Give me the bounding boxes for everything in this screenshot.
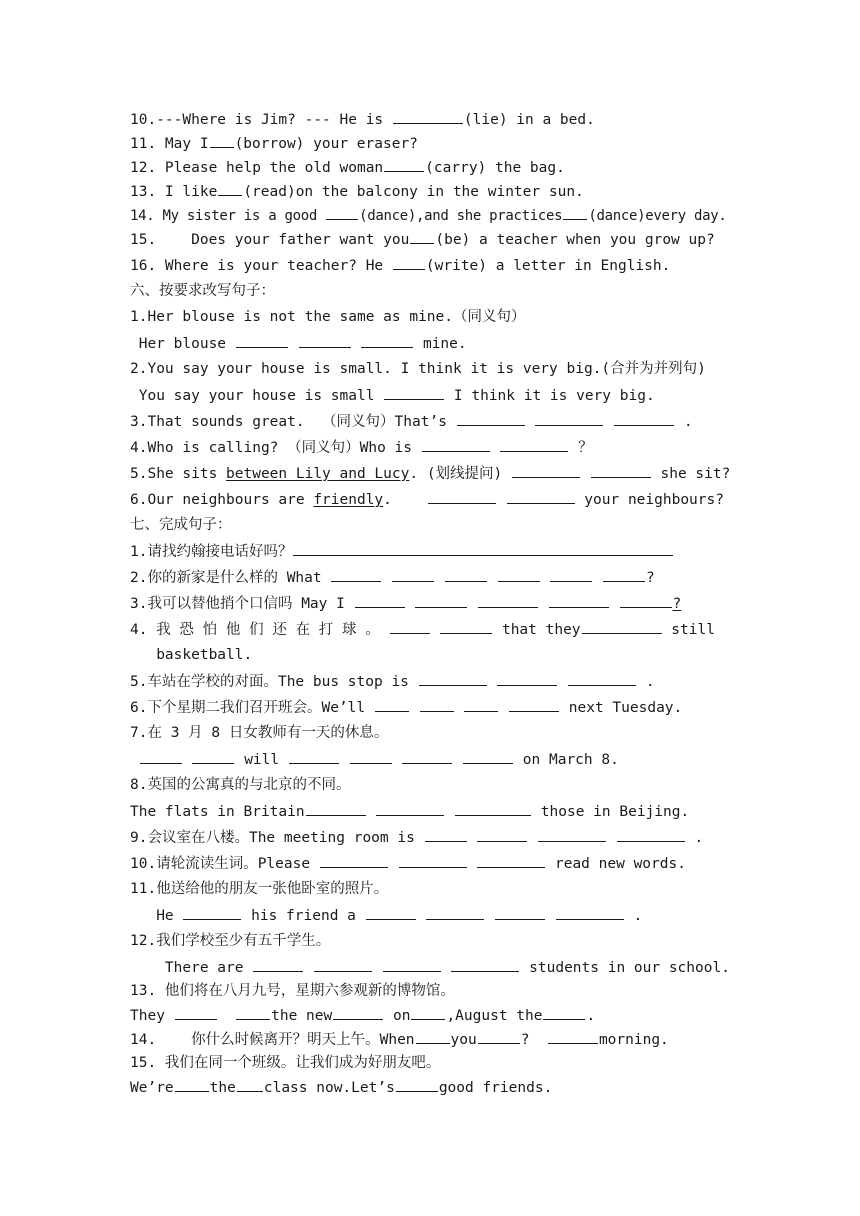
rewrite-2: 2.You say your house is small. I think it is very big.(合并为并列句) <box>130 361 706 377</box>
question-13: 13. I like (read)on the balcony in the winter sun. <box>130 181 860 202</box>
answer-blank[interactable] <box>393 255 425 270</box>
answer-blank[interactable] <box>320 853 388 868</box>
complete-2: 2.你的新家是什么样的 What ? <box>130 567 860 588</box>
answer-blank[interactable] <box>410 229 434 244</box>
answer-blank[interactable] <box>509 697 559 712</box>
answer-blank[interactable] <box>464 697 498 712</box>
answer-blank[interactable] <box>582 619 662 634</box>
answer-blank[interactable] <box>495 905 545 920</box>
complete-12-answer: There are students in our school. <box>130 957 860 978</box>
answer-blank[interactable] <box>399 853 467 868</box>
answer-blank[interactable] <box>478 1029 520 1044</box>
complete-12: 12.我们学校至少有五千学生。 <box>130 933 331 949</box>
question-11: 11. May I (borrow) your eraser? <box>130 133 860 154</box>
answer-blank[interactable] <box>415 593 467 608</box>
answer-blank[interactable] <box>175 1005 217 1020</box>
rewrite-1-answer: Her blouse mine. <box>130 333 860 354</box>
answer-blank[interactable] <box>416 1029 450 1044</box>
answer-blank[interactable] <box>538 827 606 842</box>
answer-blank[interactable] <box>568 671 636 686</box>
complete-6: 6.下个星期二我们召开班会。We’ll next Tuesday. <box>130 697 860 718</box>
answer-blank[interactable] <box>543 1005 585 1020</box>
answer-blank[interactable] <box>402 749 452 764</box>
answer-blank[interactable] <box>384 157 424 172</box>
answer-blank[interactable] <box>477 827 527 842</box>
answer-blank[interactable] <box>478 593 538 608</box>
answer-blank[interactable] <box>293 541 673 556</box>
answer-blank[interactable] <box>314 957 372 972</box>
rewrite-5: 5.She sits between Lily and Lucy. (划线提问) she sit? <box>130 463 860 484</box>
answer-blank[interactable] <box>603 567 645 582</box>
answer-blank[interactable] <box>426 905 484 920</box>
rewrite-2-answer: You say your house is small I think it is very big. <box>130 385 860 406</box>
answer-blank[interactable] <box>326 205 358 220</box>
answer-blank[interactable] <box>507 489 575 504</box>
answer-blank[interactable] <box>550 567 592 582</box>
answer-blank[interactable] <box>350 749 392 764</box>
complete-10: 10.请轮流读生词。Please read new words. <box>130 853 860 874</box>
answer-blank[interactable] <box>331 567 381 582</box>
answer-blank[interactable] <box>497 671 557 686</box>
answer-blank[interactable] <box>390 619 430 634</box>
question-16: 16. Where is your teacher? He (write) a letter in English. <box>130 255 860 276</box>
answer-blank[interactable] <box>422 437 490 452</box>
answer-blank[interactable] <box>192 749 234 764</box>
answer-blank[interactable] <box>392 567 434 582</box>
rewrite-4: 4.Who is calling? （同义句）Who is ？ <box>130 437 860 458</box>
complete-15-answer: We’re the class now.Let’s good friends. <box>130 1077 860 1098</box>
answer-blank[interactable] <box>425 827 467 842</box>
answer-blank[interactable] <box>591 463 651 478</box>
answer-blank[interactable] <box>361 333 413 348</box>
complete-13-answer: They the new on ,August the . <box>130 1005 860 1026</box>
answer-blank[interactable] <box>428 489 496 504</box>
answer-blank[interactable] <box>463 749 513 764</box>
complete-11-answer: He his friend a . <box>130 905 860 926</box>
section-six-heading: 六、按要求改写句子： <box>130 283 275 299</box>
answer-blank[interactable] <box>548 1029 598 1044</box>
complete-4-cont: basketball. <box>130 647 253 663</box>
answer-blank[interactable] <box>210 133 234 148</box>
answer-blank[interactable] <box>563 205 587 220</box>
answer-blank[interactable] <box>306 801 366 816</box>
complete-1: 1.请找约翰接电话好吗？ <box>130 541 860 562</box>
answer-blank[interactable] <box>396 1077 438 1092</box>
answer-blank[interactable] <box>140 749 182 764</box>
rewrite-6: 6.Our neighbours are friendly. your neighbours? <box>130 489 860 510</box>
answer-blank[interactable] <box>411 1005 445 1020</box>
answer-blank[interactable] <box>299 333 351 348</box>
complete-11: 11.他送给他的朋友一张他卧室的照片。 <box>130 881 389 897</box>
complete-7-answer: will on March 8. <box>130 749 860 770</box>
answer-blank[interactable] <box>477 853 545 868</box>
complete-8: 8.英国的公寓真的与北京的不同。 <box>130 777 351 793</box>
answer-blank[interactable] <box>549 593 609 608</box>
question-12: 12. Please help the old woman (carry) the bag. <box>130 157 860 178</box>
complete-13: 13. 他们将在八月九号，星期六参观新的博物馆。 <box>130 983 455 999</box>
answer-blank[interactable] <box>614 411 674 426</box>
answer-blank[interactable] <box>445 567 487 582</box>
answer-blank[interactable] <box>376 801 444 816</box>
answer-blank[interactable] <box>498 567 540 582</box>
answer-blank[interactable] <box>556 905 624 920</box>
complete-14: 14. 你什么时候离开？明天上午。When you ? morning. <box>130 1029 860 1050</box>
answer-blank[interactable] <box>512 463 580 478</box>
section-seven-heading: 七、完成句子： <box>130 517 232 533</box>
answer-blank[interactable] <box>237 1077 263 1092</box>
answer-blank[interactable] <box>440 619 492 634</box>
complete-15: 15. 我们在同一个班级。让我们成为好朋友吧。 <box>130 1055 441 1071</box>
answer-blank[interactable] <box>218 181 242 196</box>
rewrite-3: 3.That sounds great. （同义句）That’s . <box>130 411 860 432</box>
answer-blank[interactable] <box>455 801 531 816</box>
answer-blank[interactable] <box>183 905 241 920</box>
answer-blank[interactable] <box>375 697 409 712</box>
answer-blank[interactable] <box>383 957 441 972</box>
answer-blank[interactable] <box>236 1005 270 1020</box>
answer-blank[interactable] <box>366 905 416 920</box>
answer-blank[interactable] <box>451 957 519 972</box>
question-10: 10.---Where is Jim? --- He is (lie) in a bed. <box>130 109 860 130</box>
answer-blank[interactable] <box>236 333 288 348</box>
answer-blank[interactable] <box>393 109 463 124</box>
answer-blank[interactable] <box>175 1077 209 1092</box>
answer-blank[interactable] <box>535 411 603 426</box>
answer-blank[interactable] <box>333 1005 383 1020</box>
question-15: 15. Does your father want you (be) a teacher when you grow up? <box>130 229 860 250</box>
answer-blank[interactable] <box>617 827 685 842</box>
answer-blank[interactable] <box>355 593 405 608</box>
answer-blank[interactable] <box>500 437 568 452</box>
complete-5: 5.车站在学校的对面。The bus stop is . <box>130 671 860 692</box>
complete-7: 7.在 3 月 8 日女教师有一天的休息。 <box>130 725 389 741</box>
question-14: 14. My sister is a good (dance),and she practices (dance)every day. <box>130 205 860 226</box>
answer-blank[interactable] <box>384 385 444 400</box>
answer-blank[interactable] <box>620 593 672 608</box>
complete-4: 4. 我 恐 怕 他 们 还 在 打 球 。 that they still <box>130 619 860 640</box>
rewrite-1: 1.Her blouse is not the same as mine.（同义句） <box>130 309 526 325</box>
answer-blank[interactable] <box>420 697 454 712</box>
answer-blank[interactable] <box>253 957 303 972</box>
answer-blank[interactable] <box>419 671 487 686</box>
answer-blank[interactable] <box>289 749 339 764</box>
complete-9: 9.会议室在八楼。The meeting room is . <box>130 827 860 848</box>
answer-blank[interactable] <box>457 411 525 426</box>
complete-8-answer: The flats in Britain those in Beijing. <box>130 801 860 822</box>
complete-3: 3.我可以替他捎个口信吗 May I ? <box>130 593 860 614</box>
